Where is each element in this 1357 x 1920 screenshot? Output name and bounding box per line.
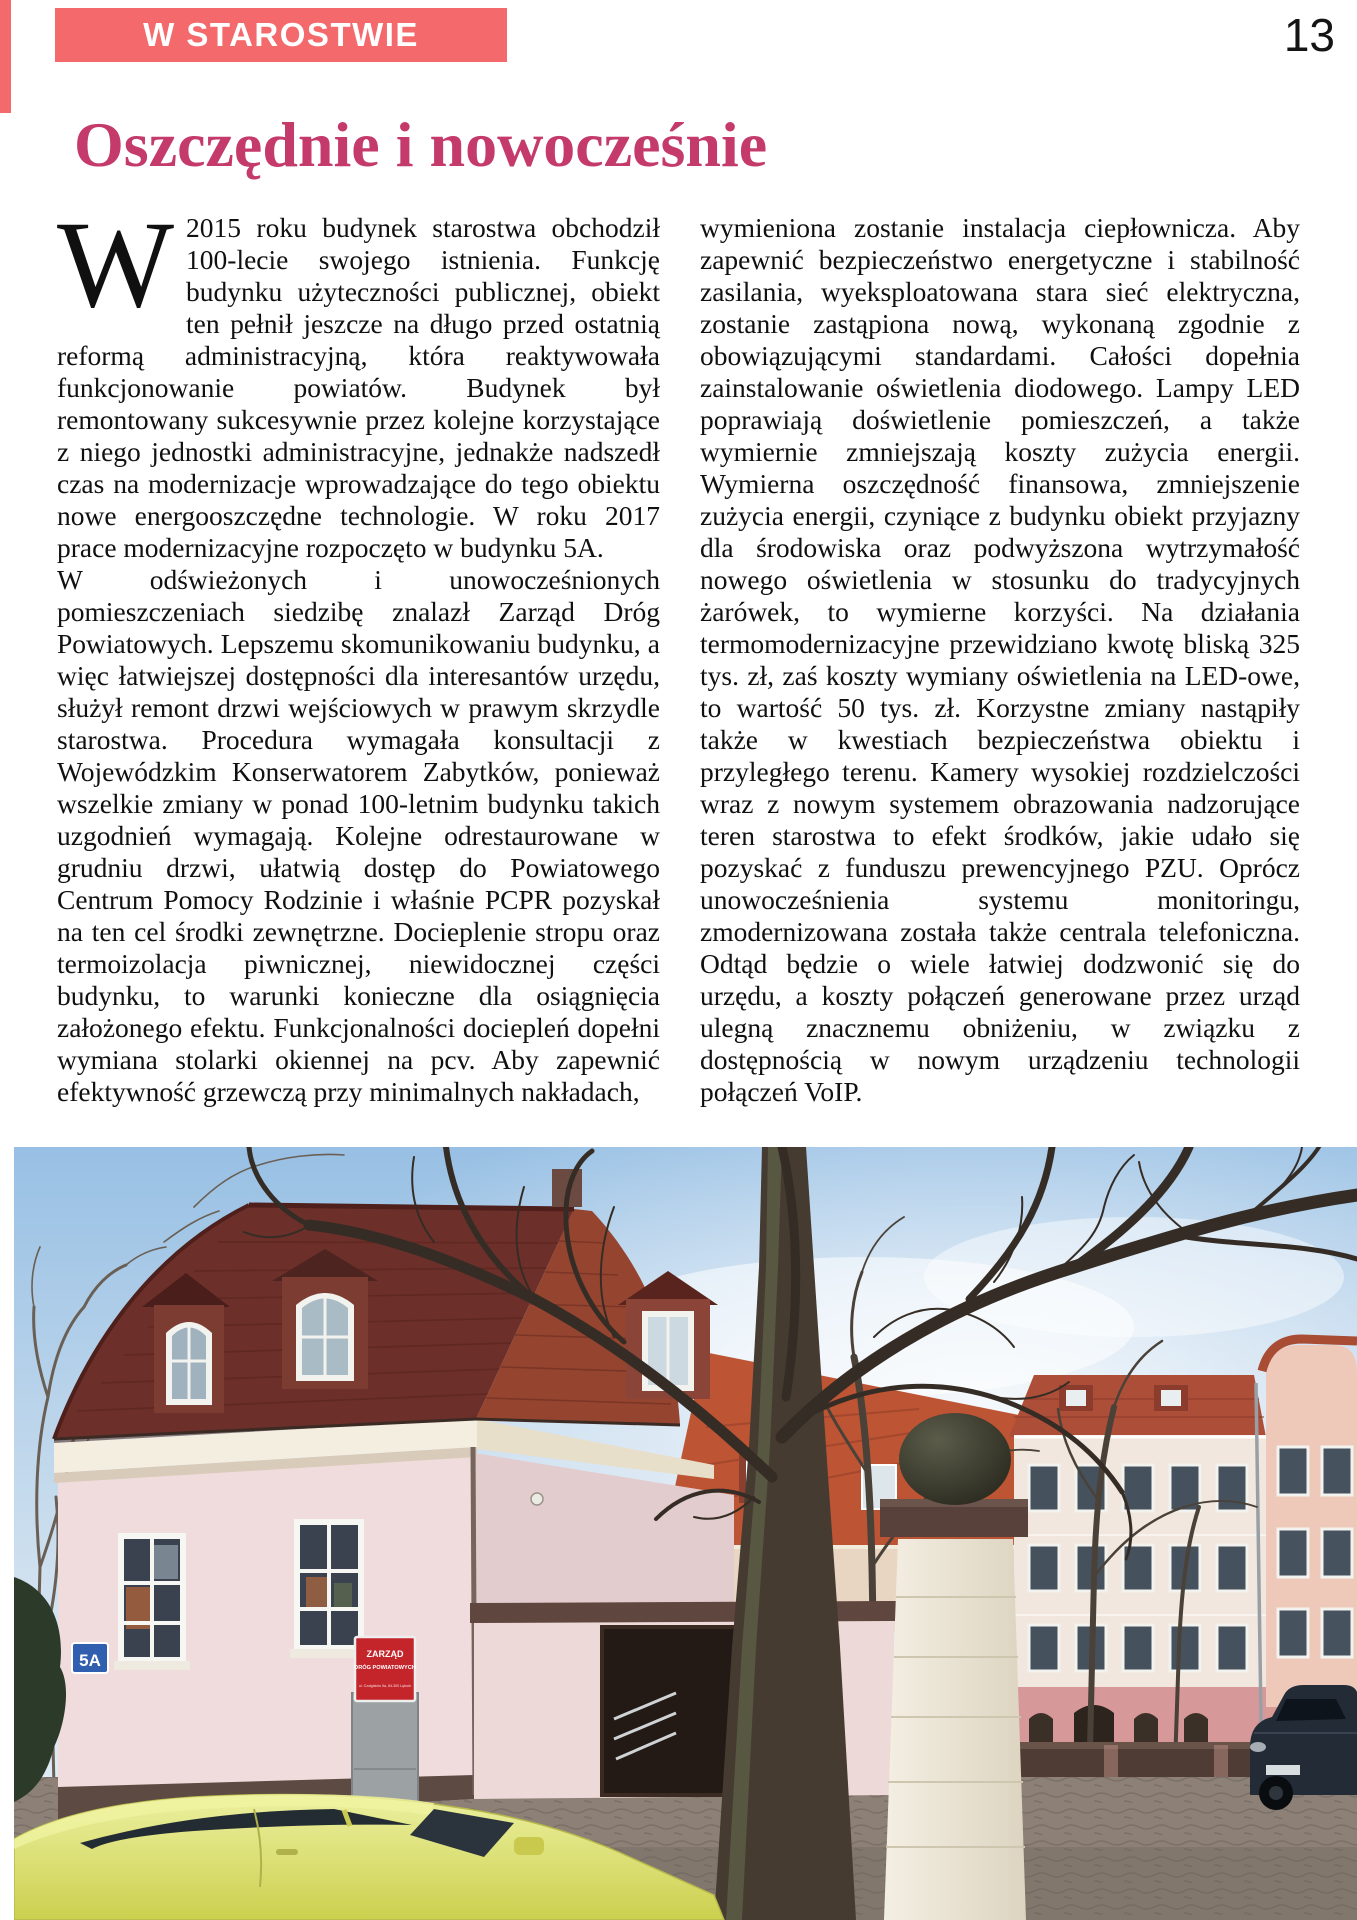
paragraph xyxy=(57,196,660,564)
car-mirror xyxy=(514,1837,544,1855)
wall-lamp xyxy=(531,1493,543,1505)
paragraph: wymieniona zostanie instalacja ciepłownicza. Aby zapewnić bezpieczeństwo energetyczne i stabilność zasilania, wyeksploatowana stara sieć elektryczna, zostanie zastąpiona nową, wykonaną zgodnie z obowiązującymi standardami. Całości dopełnia zainstalowanie oświetlenia diodowego. Lampy LED poprawiają doświetlenie pomieszczeń, a także wymiernie zmniejszają koszty zużycia energii. Wymierna oszczędność finansowa, zmniejszenie zużycia energii, czyniące z budynku obiekt przyjazny dla środowiska oraz podwyższona wytrzymałość nowego oświetlenia w stosunku do tradycyjnych żarówek, to wymierne korzyści. Na działania termomodernizacyjne przewidziano kwotę bliską 325 tys. zł, zaś koszty wymiany oświetlenia na LED-owe, to wartość 50 tys. zł. Korzystne zmiany nastąpiły także w kwestiach bezpieczeństwa obiektu i przyległego terenu. Kamery wysokiej rozdzielczości wraz z nowym systemem obrazowania nadzorujące teren starostwa to efekt środków, jakie udało się pozyskać z funduszu prewencyjnego PZU. Oprócz unowocześnienia systemu monitoringu, zmodernizowana została także centrala telefoniczna. Odtąd będzie o wiele łatwiej dodzwonić się do urzędu, a koszty połączeń generowane przez urząd ulegną znacznemu obniżeniu, w związku z dostępnością w nowym urządzeniu technologii połączeń VoIP. xyxy=(700,212,1300,1107)
article-column-left xyxy=(57,196,660,1108)
section-banner xyxy=(55,8,507,62)
article-title: Oszczędnie i nowocześnie xyxy=(74,109,768,180)
paragraph-text: 2015 roku budynek starostwa obchodził 100-lecie swojego istnienia. Funkcję budynku użyteczności publicznej, obiekt ten pełnił jeszcze na długo przed ostatnią reformą administracyjną, która reaktywowała funkcjonowanie powiatów. Budynek był remontowany sukcesywnie przez kolejne korzystające z niego jednostki administracyjne, jednakże nadszedł czas na modernizacje wprowadzające do tego obiektu nowe energooszczędne technologie. W roku 2017 prace modernizacyjne rozpoczęto w budynku 5A. xyxy=(57,212,660,563)
article-body xyxy=(57,196,1300,1108)
address-plate xyxy=(72,1643,108,1673)
sign-line-2: DRÓG POWIATOWYCH xyxy=(354,1665,416,1671)
address-plate-number: 5A xyxy=(79,1651,101,1670)
article-photo xyxy=(14,1147,1357,1920)
page-number: 13 xyxy=(1283,9,1335,61)
section-label: W STAROSTWIE xyxy=(143,16,419,53)
building-sign xyxy=(354,1637,416,1701)
building-photo-illustration xyxy=(14,1147,1357,1920)
paragraph: W odświeżonych i unowocześnionych pomieszczeniach siedzibę znalazł Zarząd Dróg Powiatowych. Lepszemu skomunikowaniu budynku, a więc łatwiejszej dostępności dla interesantów urzędu, służył remont drzwi wejściowych w prawym skrzydle starostwa. Procedura wymagała konsultacji z Wojewódzkim Konserwatorem Zabytków, ponieważ wszelkie zmiany w ponad 100-letnim budynku takich uzgodnień wymagają. Kolejne odrestaurowane w grudniu drzwi, ułatwią dostęp do Powiatowego Centrum Pomocy Rodzinie i właśnie PCPR pozyskał na ten cel środki zewnętrzne. Docieplenie stropu oraz termoizolacja piwnicznej, niewidocznej części budynku, to warunki konieczne dla osiągnięcia założonego efektu. Funkcjonalności dociepleń dopełni wymiana stolarki okiennej na pcv. Aby zapewnić efektywność grzewczą przy minimalnych nakładach, xyxy=(57,564,660,1107)
article-column-right xyxy=(700,212,1300,1108)
drop-cap: W xyxy=(57,196,175,333)
page-edge-stripe xyxy=(0,0,11,113)
sign-line-1: ZARZĄD xyxy=(366,1649,404,1659)
sign-line-3: ul. Czołgistów 5a, 84-300 Lębork xyxy=(358,1684,412,1688)
pillar-sphere xyxy=(899,1413,1011,1505)
facade-window-left xyxy=(114,1533,190,1670)
